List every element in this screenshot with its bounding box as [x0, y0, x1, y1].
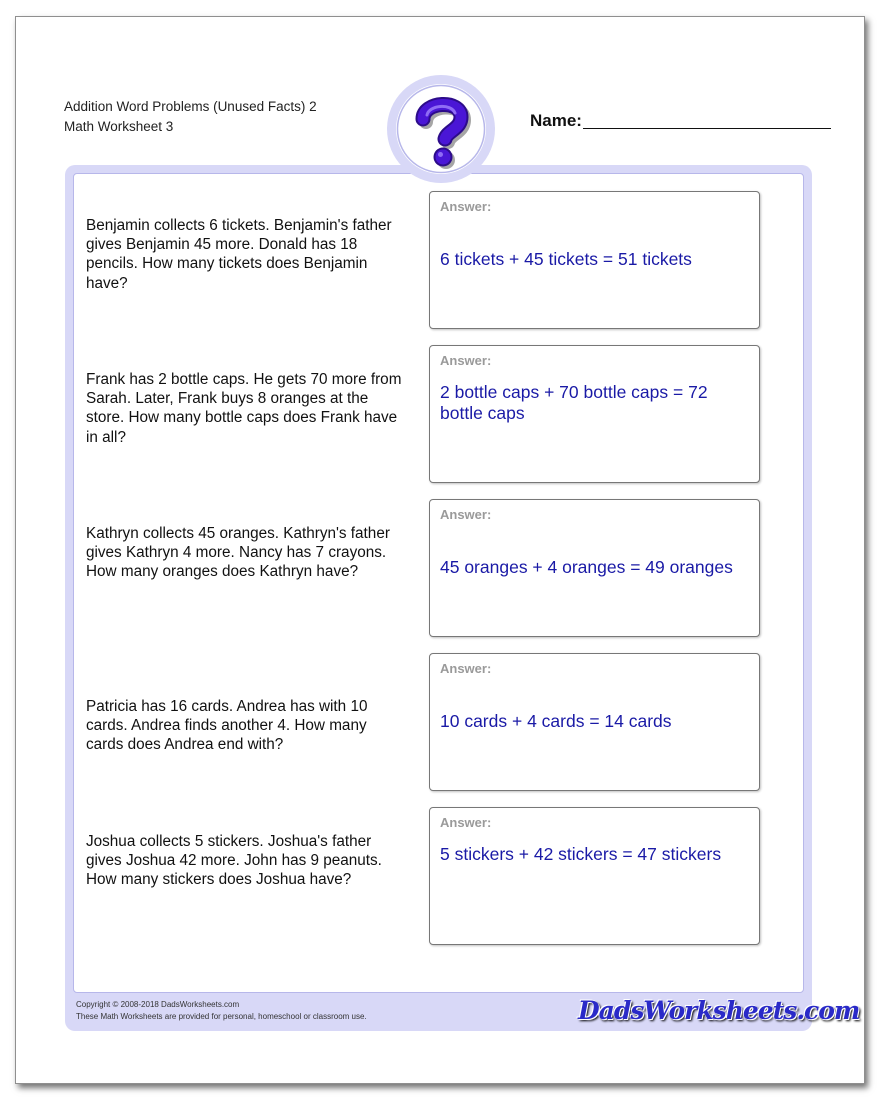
name-label: Name:	[530, 111, 582, 130]
answer-4-text: 10 cards + 4 cards = 14 cards	[440, 711, 672, 731]
problem-2-text: Frank has 2 bottle caps. He gets 70 more from Sarah. Later, Frank buys 8 oranges at the store. How many bottle caps does Frank have in all?	[86, 371, 402, 446]
answer-box-2	[429, 345, 760, 483]
answer-label: Answer:	[440, 199, 492, 214]
answer-3-text: 45 oranges + 4 oranges = 49 oranges	[440, 557, 733, 577]
answer-2-text: 2 bottle caps + 70 bottle caps = 72 bottle caps	[440, 382, 708, 423]
title-line-2: Math Worksheet 3	[64, 119, 174, 134]
answer-label: Answer:	[440, 661, 492, 676]
problem-4-text: Patricia has 16 cards. Andrea has with 10 cards. Andrea finds another 4. How many cards does Andrea end with?	[86, 698, 368, 754]
answer-label: Answer:	[440, 815, 492, 830]
answer-1-text: 6 tickets + 45 tickets = 51 tickets	[440, 249, 692, 269]
dadsworksheets-logo: DadsWorksheets.com	[578, 996, 860, 1025]
worksheet-page	[15, 16, 865, 1084]
answer-label: Answer:	[440, 353, 492, 368]
answer-label: Answer:	[440, 507, 492, 522]
problem-3-text: Kathryn collects 45 oranges. Kathryn's father gives Kathryn 4 more. Nancy has 7 crayons. How many oranges does Kathryn have?	[86, 525, 390, 581]
answer-box-3	[429, 499, 760, 637]
problem-1-text: Benjamin collects 6 tickets. Benjamin's father gives Benjamin 45 more. Donald has 18 pencils. How many tickets does Benjamin have?	[86, 217, 392, 292]
title-line-1: Addition Word Problems (Unused Facts) 2	[64, 99, 317, 114]
worksheet-title	[64, 97, 317, 137]
answer-5-text: 5 stickers + 42 stickers = 47 stickers	[440, 844, 722, 864]
question-mark-icon	[385, 73, 497, 185]
problem-5-text: Joshua collects 5 stickers. Joshua's father gives Joshua 42 more. John has 9 peanuts. How many stickers does Joshua have?	[86, 833, 382, 889]
answer-box-1	[429, 191, 760, 329]
usage-notice: These Math Worksheets are provided for personal, homeschool or classroom use.	[76, 1012, 367, 1021]
answer-box-4	[429, 653, 760, 791]
name-line	[583, 128, 831, 129]
answer-box-5	[429, 807, 760, 945]
footer-text	[76, 999, 367, 1023]
copyright-text: Copyright © 2008-2018 DadsWorksheets.com	[76, 1000, 240, 1009]
